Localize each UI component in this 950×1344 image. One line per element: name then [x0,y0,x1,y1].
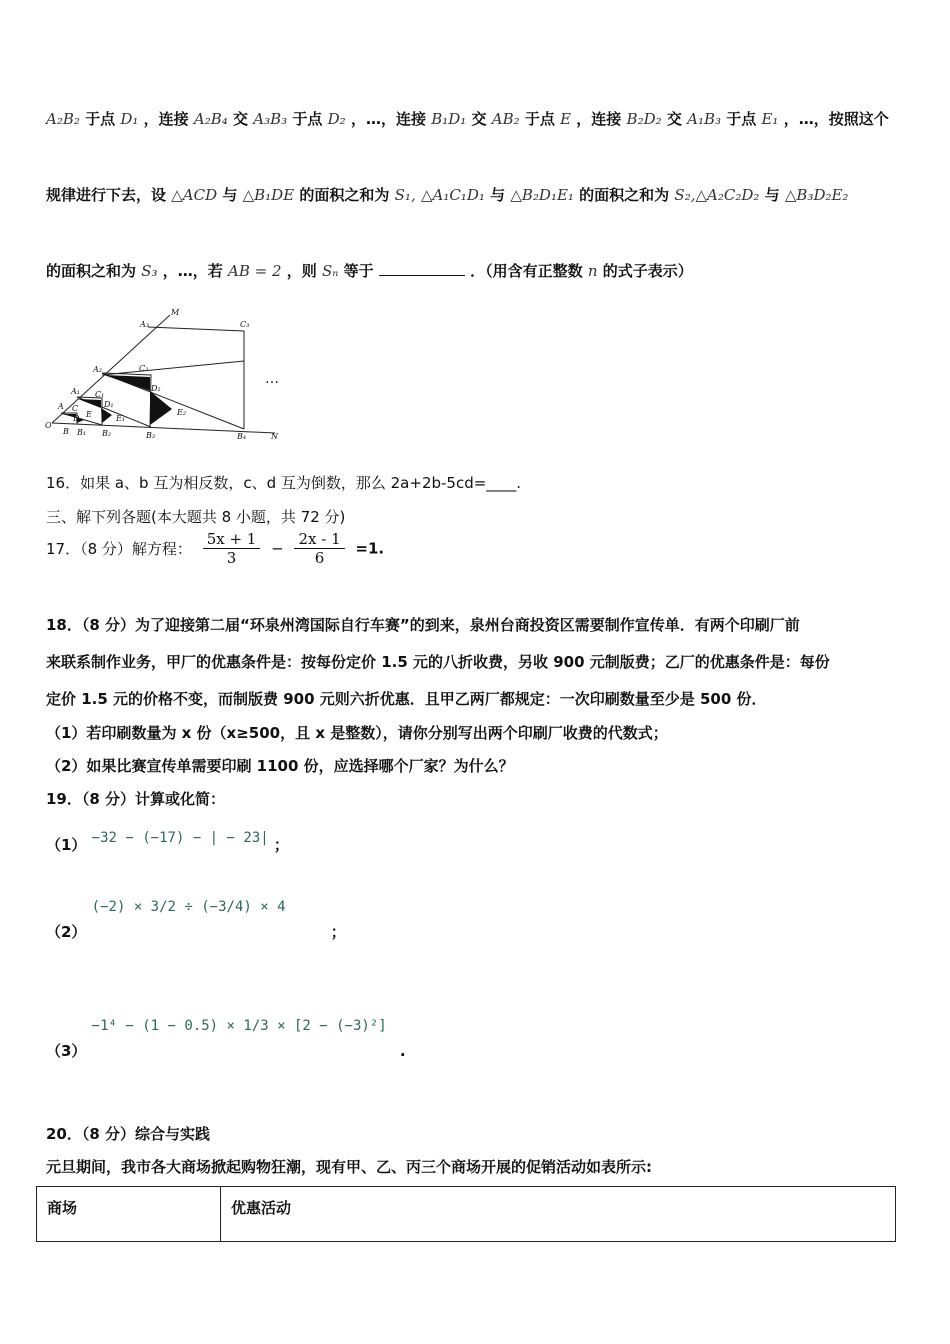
label-c1: C₁ [95,390,105,399]
q18-line-3: 定价 1.5 元的价格不变，而制版费 900 元则六折优惠．且甲乙两厂都规定：一次印刷数量至少是 500 份． [46,690,767,708]
text: ，…，按照这个 [783,110,889,128]
math-e: E [560,110,572,128]
text: 的面积之和为 [299,186,390,204]
text: 等于 [343,262,374,280]
minus-sign: − [271,539,284,558]
math-n: n [587,262,598,280]
text: ，连接 [576,110,622,128]
part-label: （1） [46,836,87,854]
math-ab2: AB₂ [491,110,520,128]
q18-sub-1: （1）若印刷数量为 x 份（x≥500，且 x 是整数），请你分别写出两个印刷厂收费的代数式； [46,724,668,742]
label-c: C [72,404,79,413]
fraction-1-numerator: 5x + 1 [203,530,261,549]
text: 的式子表示） [602,262,693,280]
text: 规律进行下去，设 [46,186,167,204]
fraction-2 [294,530,344,567]
expression-2: (−2) × 3/2 ÷ (−3/4) × 4 [91,899,286,915]
fraction-1 [203,530,261,567]
q16: 16．如果 a、b 互为相反数，c、d 互为倒数，那么 2a+2b-5cd=____. [46,474,522,492]
label-d1: D₁ [104,400,114,409]
label-b4: B₄ [237,432,247,441]
q19-part-3 [46,1014,406,1060]
text: 与 [222,186,238,204]
text: 与 [490,186,506,204]
label-e2: E₂ [177,408,187,417]
text: ．（用含有正整数 [470,262,583,280]
q19-title: 19．（8 分）计算或化简： [46,790,226,808]
q20-intro: 元旦期间，我市各大商场掀起购物狂潮，现有甲、乙、丙三个商场开展的促销活动如表所示: [46,1158,653,1176]
text: 于点 [85,110,116,128]
answer-blank[interactable] [379,263,465,276]
q18-line-1: 18．（8 分）为了迎接第二届“环泉州湾国际自行车赛”的到来，泉州台商投资区需要制作宣传单．有两个印刷厂前 [46,616,800,634]
label-a: A [58,402,64,411]
part-label: （3） [46,1042,87,1060]
label-e: E [86,410,92,419]
math-b2d1e1: △B₂D₁E₁ [510,186,574,204]
math-b3d2e2: △B₃D₂E₂ [784,186,849,204]
part-end: . [399,1042,406,1060]
part-end: ； [330,923,346,941]
q15-line-1 [46,108,889,129]
label-d2: D₂ [151,384,161,393]
math-ab-eq: AB = 2 [228,262,282,280]
math-e1: E₁ [761,110,779,128]
table-header-mall: 商场 [37,1187,221,1242]
text: 于点 [726,110,757,128]
equals-one: =1. [355,539,385,558]
text: ，连接 [143,110,189,128]
label-e1: E₁ [116,414,126,423]
q18-sub-2: （2）如果比赛宣传单需要印刷 1100 份，应选择哪个厂家？为什么？ [46,757,514,775]
math-b2d2: B₂D₂ [626,110,662,128]
math-a1b3: A₁B₃ [687,110,721,128]
section-title: 三、解下列各题(本大题共 8 小题，共 72 分) [46,508,346,526]
text: 交 [666,110,682,128]
q17 [46,530,384,567]
q19-part-2 [46,895,346,941]
label-c2: C₂ [139,364,149,373]
text: 交 [233,110,249,128]
math-s3: S₃ [141,262,158,280]
q15-line-2 [46,184,848,205]
label-b1: B₁ [77,428,87,437]
q20-title: 20．（8 分）综合与实践 [46,1125,211,1143]
q15-line-3 [46,260,693,281]
label-b3: B₃ [146,431,156,440]
text: 的面积之和为 [46,262,137,280]
promotion-table [36,1186,896,1242]
text: ，…，连接 [350,110,426,128]
label-b: B [63,427,69,436]
expression-3: −1⁴ − (1 − 0.5) × 1/3 × [2 − (−3)²] [91,1018,387,1034]
text: 与 [764,186,780,204]
math-b1de: △B₁DE [242,186,295,204]
text: 于点 [292,110,323,128]
math-a1c1d1: △A₁C₁D₁ [420,186,485,204]
label-m: M [171,308,180,317]
text: ，则 [286,262,317,280]
math-a3b3: A₃B₃ [253,110,288,128]
label-a2: A₂ [93,365,102,374]
math-sn: Sₙ [322,262,339,280]
math-d1: D₁ [120,110,139,128]
fraction-2-denominator: 6 [314,549,325,567]
part-label: （2） [46,923,87,941]
text: 于点 [524,110,555,128]
label-d: D [73,414,80,423]
math-acd: △ACD [171,186,218,204]
table-row [37,1187,896,1242]
text: ，…，若 [162,262,223,280]
q17-prefix: 17．（8 分）解方程： [46,540,192,558]
text: 交 [471,110,487,128]
q18-line-2: 来联系制作业务，甲厂的优惠条件是：按每份定价 1.5 元的八折收费，另收 900 元制版费；乙厂的优惠条件是：每份 [46,653,830,671]
math-a2b2: A₂B₂ [46,110,80,128]
fraction-2-numerator: 2x - 1 [294,530,344,549]
part-end: ； [273,836,289,854]
math-d2: D₂ [327,110,346,128]
expression-1: −32 − (−17) − | − 23| [91,830,269,846]
label-a1: A₁ [71,387,80,396]
text: 的面积之和为 [579,186,670,204]
ellipsis: … [265,371,279,387]
label-o: O [45,421,52,430]
math-b1d1: B₁D₁ [431,110,467,128]
math-a2b4: A₂B₄ [193,110,228,128]
geometry-figure [40,305,300,445]
label-a3: A₃ [140,320,149,329]
label-b2: B₂ [102,429,112,438]
math-s2: S₂,△A₂C₂D₂ [674,186,760,204]
label-c3: C₃ [240,320,250,329]
math-s1: S₁, [394,186,416,204]
label-n: N [271,432,278,441]
table-header-promotion: 优惠活动 [221,1187,896,1242]
q19-part-1 [46,826,289,854]
fraction-1-denominator: 3 [226,549,237,567]
